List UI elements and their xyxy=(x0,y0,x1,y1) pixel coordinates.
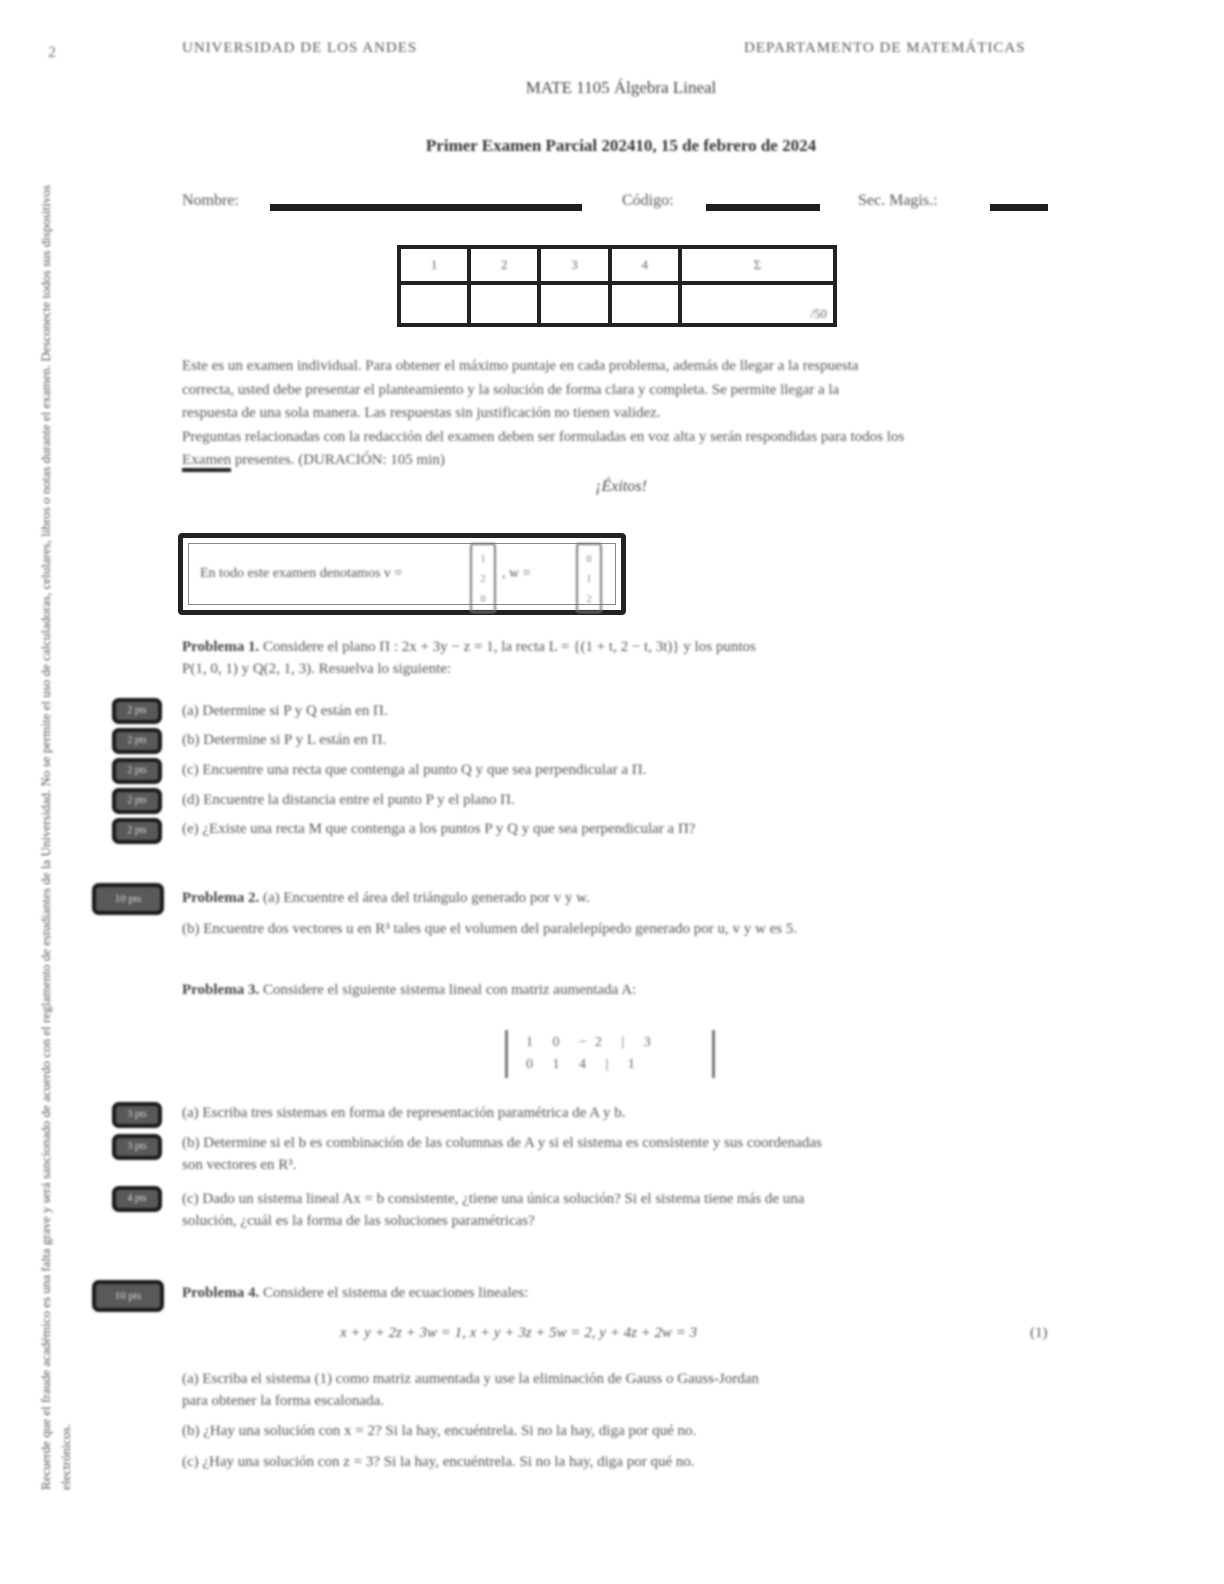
matrix-row: 1 0 −2 | 3 xyxy=(526,1035,659,1050)
problem-2-statement xyxy=(182,887,1060,909)
code-label: Código: xyxy=(622,192,674,209)
problem-2-title: Problema 2. xyxy=(182,890,260,906)
vector-w: 0 1 2 xyxy=(576,543,602,613)
problem-1-item-e: (e) ¿Existe una recta M que contenga a los puntos P y Q y que sea perpendicular a Π? xyxy=(182,821,696,837)
points-badge: 2 pts xyxy=(112,758,162,784)
header-university: UNIVERSIDAD DE LOS ANDES xyxy=(182,40,418,56)
section-field[interactable] xyxy=(990,204,1048,211)
header-department: DEPARTAMENTO DE MATEMÁTICAS xyxy=(744,40,1026,56)
closing-message: ¡Éxitos! xyxy=(595,478,647,495)
equation-number: (1) xyxy=(1030,1325,1048,1341)
problem-2-line-1: (a) Encuentre el área del triángulo generado por v y w. xyxy=(262,890,590,906)
name-field[interactable] xyxy=(270,204,582,211)
note-text: En todo este examen denotamos v = xyxy=(200,566,403,581)
problem-3-item-b: (b) Determine si el b es combinación de las columnas de A y si el sistema es consistente y sus coordenadas xyxy=(182,1135,822,1151)
problem-4-item-a-cont: para obtener la forma escalonada. xyxy=(182,1393,384,1409)
problem-3-item-a: (a) Escriba tres sistemas en forma de representación paramétrica de A y b. xyxy=(182,1105,626,1121)
points-badge: 3 pts xyxy=(112,1102,162,1128)
problem-1-item-c: (c) Encuentre una recta que contenga al punto Q y que sea perpendicular a Π. xyxy=(182,762,647,778)
instructions-underlined-word: Examen xyxy=(182,452,231,472)
problem-1-title: Problema 1. xyxy=(182,639,260,655)
grade-cell-total[interactable] xyxy=(680,283,835,325)
problem-3-item-c-cont: solución, ¿cuál es la forma de las soluciones paramétricas? xyxy=(182,1213,535,1229)
matrix-row: 0 1 4 | 1 xyxy=(526,1057,643,1072)
instructions-line-3: respuesta de una sola manera. Las respuestas sin justificación no tienen validez. xyxy=(182,405,661,421)
points-badge: 10 pts xyxy=(92,883,164,915)
section-label: Sec. Magis.: xyxy=(858,192,938,209)
grade-cell-3[interactable] xyxy=(539,283,609,325)
problem-4-line-1: Considere el sistema de ecuaciones lineales: xyxy=(262,1285,529,1301)
grade-total-suffix: /50 xyxy=(810,306,827,321)
problem-1-item-d: (d) Encuentre la distancia entre el punto P y el plano Π. xyxy=(182,792,515,808)
grade-header-3: 3 xyxy=(539,247,609,283)
problem-1-item-a: (a) Determine si P y Q están en Π. xyxy=(182,703,388,719)
points-badge: 4 pts xyxy=(112,1186,162,1212)
instructions-line-5 xyxy=(182,449,1060,473)
points-badge: 2 pts xyxy=(112,818,162,844)
problem-4-item-b: (b) ¿Hay una solución con x = 2? Si la hay, encuéntrela. Si no la hay, diga por qué no. xyxy=(182,1423,697,1439)
problem-4-item-c: (c) ¿Hay una solución con z = 3? Si la hay, encuéntrela. Si no la hay, diga por qué no. xyxy=(182,1454,695,1470)
vector-v: 1 2 0 xyxy=(470,543,496,613)
name-label: Nombre: xyxy=(182,192,239,209)
problem-3-title: Problema 3. xyxy=(182,982,260,998)
augmented-matrix xyxy=(505,1030,715,1078)
problem-3-item-b-cont: son vectores en R³. xyxy=(182,1157,297,1173)
grade-cell-1[interactable] xyxy=(399,283,469,325)
instructions xyxy=(182,355,1060,473)
problem-1-line-1: Considere el plano Π : 2x + 3y − z = 1, la recta L = {(1 + t, 2 − t, 3t)} y los puntos xyxy=(262,639,756,655)
note-mid-text: , w = xyxy=(502,566,531,581)
points-badge: 2 pts xyxy=(112,788,162,814)
points-badge: 3 pts xyxy=(112,1134,162,1160)
problem-4-statement xyxy=(182,1282,1060,1304)
grade-header-4: 4 xyxy=(610,247,680,283)
instructions-line-2: correcta, usted debe presentar el planteamiento y la solución de forma clara y completa. Se permite llegar a la xyxy=(182,381,840,398)
course-title: MATE 1105 Álgebra Lineal xyxy=(525,78,717,97)
problem-4-item-a: (a) Escriba el sistema (1) como matriz aumentada y use la eliminación de Gauss o Gauss-Jordan xyxy=(182,1371,759,1387)
grade-cell-4[interactable] xyxy=(610,283,680,325)
problem-3-item-c: (c) Dado un sistema lineal Ax = b consistente, ¿tiene una única solución? Si el sistema tiene más de una xyxy=(182,1191,805,1207)
grade-table xyxy=(397,245,837,327)
page-number: 2 xyxy=(48,44,56,61)
problem-4-equation: x + y + 2z + 3w = 1, x + y + 3z + 5w = 2, y + 4z + 2w = 3 xyxy=(340,1325,698,1341)
points-badge: 2 pts xyxy=(112,728,162,754)
instructions-line-1: Este es un examen individual. Para obtener el máximo puntaje en cada problema, además de llegar a la respuesta xyxy=(182,358,859,374)
problem-4-title: Problema 4. xyxy=(182,1285,260,1301)
instructions-line-5-text: presentes. (DURACIÓN: 105 min) xyxy=(234,452,445,468)
problem-3-line-1: Considere el siguiente sistema lineal con matriz aumentada A: xyxy=(262,982,637,998)
points-badge: 2 pts xyxy=(112,698,162,724)
problem-1-statement xyxy=(182,636,1060,680)
grade-cell-2[interactable] xyxy=(469,283,539,325)
problem-1-item-b: (b) Determine si P y L están en Π. xyxy=(182,732,387,748)
problem-1-line-2: P(1, 0, 1) y Q(2, 1, 3). Resuelva lo siguiente: xyxy=(182,661,452,677)
grade-header-total: Σ xyxy=(680,247,835,283)
problem-2-line-2: (b) Encuentre dos vectores u en R³ tales que el volumen del paralelepípedo generado por u, v y w es 5. xyxy=(182,921,798,937)
exam-title: Primer Examen Parcial 202410, 15 de febrero de 2024 xyxy=(425,136,817,155)
grade-header-1: 1 xyxy=(399,247,469,283)
problem-3-statement xyxy=(182,979,1060,1001)
grade-header-2: 2 xyxy=(469,247,539,283)
instructions-line-4: Preguntas relacionadas con la redacción del examen deben ser formuladas en voz alta y serán respondidas para todos los xyxy=(182,428,905,445)
side-notice: Recuerde que el fraude académico es una falta grave y será sancionado de acuerdo con el reglamento de estudiantes de la Universidad. No se permite el uso de calculadoras, celulares, libros o notas durante el examen. Desconecte todos sus dispositivos electrónicos. xyxy=(38,185,73,1490)
points-badge: 10 pts xyxy=(92,1280,164,1312)
code-field[interactable] xyxy=(706,204,820,211)
